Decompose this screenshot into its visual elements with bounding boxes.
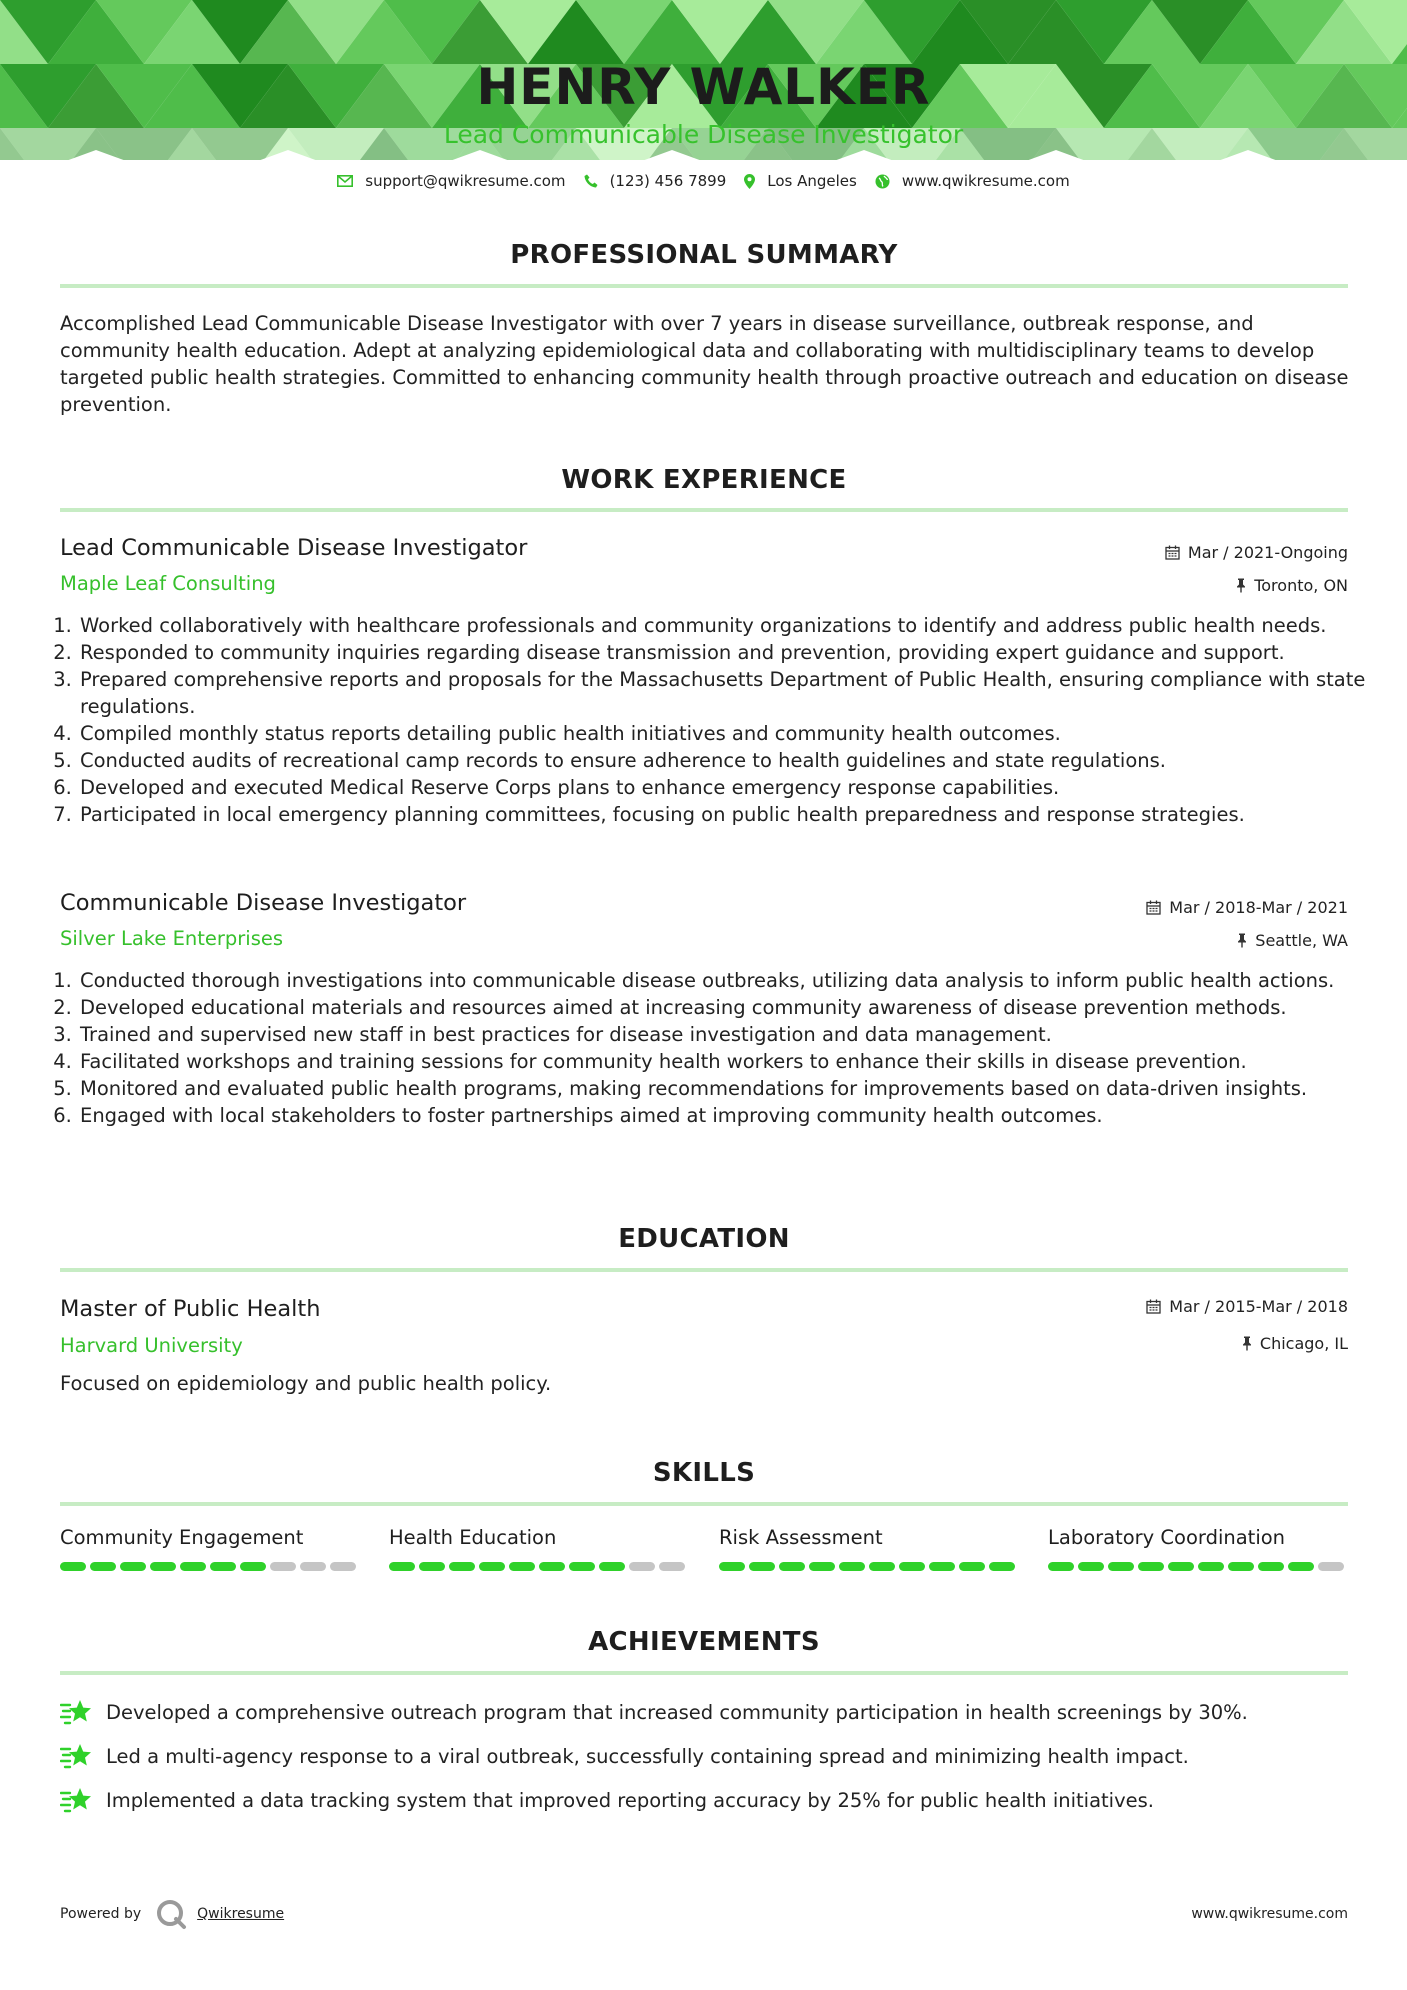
star-achievement-icon xyxy=(60,1786,92,1814)
skill-segment xyxy=(1318,1562,1344,1571)
job-2-company: Silver Lake Enterprises xyxy=(60,927,284,950)
job-1-company: Maple Leaf Consulting xyxy=(60,572,276,595)
skill-segment xyxy=(1258,1562,1284,1571)
skill-segment xyxy=(1168,1562,1194,1571)
skill-segment xyxy=(240,1562,266,1571)
skill-segment xyxy=(1198,1562,1224,1571)
skill-segment xyxy=(270,1562,296,1571)
skill-segment xyxy=(479,1562,505,1571)
pushpin-icon xyxy=(1237,933,1247,948)
skill-segment xyxy=(959,1562,985,1571)
skill-level-bar xyxy=(389,1562,689,1571)
skill-segment xyxy=(779,1562,805,1571)
calendar-icon xyxy=(1165,545,1180,560)
skill-segment xyxy=(1078,1562,1104,1571)
contact-location xyxy=(744,172,857,190)
pushpin-icon xyxy=(1236,578,1246,593)
pushpin-icon xyxy=(1242,1336,1252,1351)
summary-text: Accomplished Lead Communicable Disease Investigator with over 7 years in disease surveillance, outbreak response, and community health education. Adept at analyzing epidemiological data and collaborating with multidisciplinary teams to develop targeted public health strategies. Committed to enhancing community health through proactive outreach and education on disease prevention. xyxy=(60,312,1349,416)
education-divider xyxy=(60,1268,1348,1272)
footer-website[interactable]: www.qwikresume.com xyxy=(1191,1906,1348,1922)
achievement-item xyxy=(60,1698,1248,1726)
education-location-text: Chicago, IL xyxy=(1259,1334,1348,1353)
skill-segment xyxy=(719,1562,745,1571)
skill-segment xyxy=(419,1562,445,1571)
qwikresume-link[interactable]: Qwikresume xyxy=(197,1906,285,1922)
skill-segment xyxy=(629,1562,655,1571)
achievement-item xyxy=(60,1742,1189,1770)
skill-segment xyxy=(929,1562,955,1571)
education-location xyxy=(1242,1334,1348,1353)
qwikresume-logo-icon xyxy=(155,1898,189,1930)
list-item: 6. Developed and executed Medical Reserve Corps plans to enhance emergency response capabilities. xyxy=(78,774,1378,801)
contact-location-text: Los Angeles xyxy=(767,172,857,190)
job-1-duties xyxy=(52,612,1378,828)
education-dates-text: Mar / 2015-Mar / 2018 xyxy=(1169,1297,1348,1316)
list-item: 4. Facilitated workshops and training sessions for community health workers to enhance their skills in disease prevention. xyxy=(78,1048,1378,1075)
skill-segment xyxy=(869,1562,895,1571)
skill-segment xyxy=(599,1562,625,1571)
list-item: 5. Monitored and evaluated public health programs, making recommendations for improvements based on data-driven insights. xyxy=(78,1075,1378,1102)
job-1-dates xyxy=(1165,543,1348,562)
contact-phone-text: (123) 456 7899 xyxy=(609,172,727,190)
skill-community-engagement xyxy=(60,1526,360,1571)
map-pin-icon xyxy=(744,174,755,189)
job-2-dates-text: Mar / 2018-Mar / 2021 xyxy=(1169,898,1348,917)
list-item: 1. Worked collaboratively with healthcare professionals and community organizations to identify and address public health needs. xyxy=(78,612,1378,639)
education-description: Focused on epidemiology and public health policy. xyxy=(60,1372,552,1395)
job-1-dates-text: Mar / 2021-Ongoing xyxy=(1187,543,1348,562)
achievement-text: Led a multi-agency response to a viral outbreak, successfully containing spread and minimizing health impact. xyxy=(106,1744,1189,1768)
education-dates xyxy=(1146,1297,1348,1316)
list-item: 6. Engaged with local stakeholders to foster partnerships aimed at improving community health outcomes. xyxy=(78,1102,1378,1129)
experience-divider xyxy=(60,508,1348,512)
calendar-icon xyxy=(1146,900,1161,915)
skill-segment xyxy=(569,1562,595,1571)
skill-segment xyxy=(60,1562,86,1571)
skills-divider xyxy=(60,1502,1348,1506)
job-2-location-text: Seattle, WA xyxy=(1255,931,1348,950)
contact-bar xyxy=(0,172,1407,190)
job-1-location-text: Toronto, ON xyxy=(1254,576,1348,595)
education-heading: EDUCATION xyxy=(618,1224,790,1254)
achievement-text: Developed a comprehensive outreach program that increased community participation in health screenings by 30%. xyxy=(106,1700,1248,1724)
skill-name: Risk Assessment xyxy=(719,1526,883,1549)
globe-icon xyxy=(875,174,890,189)
job-1-location xyxy=(1236,576,1348,595)
list-item: 4. Compiled monthly status reports detailing public health initiatives and community health outcomes. xyxy=(78,720,1378,747)
skill-segment xyxy=(90,1562,116,1571)
job-2-dates xyxy=(1146,898,1348,917)
skill-segment xyxy=(180,1562,206,1571)
skill-level-bar xyxy=(1048,1562,1348,1571)
achievement-item xyxy=(60,1786,1154,1814)
skill-name: Community Engagement xyxy=(60,1526,304,1549)
skill-segment xyxy=(1228,1562,1254,1571)
footer-powered-by xyxy=(60,1898,284,1930)
skills-heading: SKILLS xyxy=(652,1458,756,1488)
candidate-title: Lead Communicable Disease Investigator xyxy=(443,120,964,149)
summary-heading: PROFESSIONAL SUMMARY xyxy=(510,240,898,270)
education-school: Harvard University xyxy=(60,1334,243,1357)
envelope-icon xyxy=(337,175,353,187)
list-item: 3. Prepared comprehensive reports and proposals for the Massachusetts Department of Public Health, ensuring compliance with state regulations. xyxy=(78,666,1378,720)
job-1-title: Lead Communicable Disease Investigator xyxy=(60,535,528,561)
achievement-text: Implemented a data tracking system that improved reporting accuracy by 25% for public health initiatives. xyxy=(106,1788,1154,1812)
skill-segment xyxy=(839,1562,865,1571)
skill-segment xyxy=(120,1562,146,1571)
skill-segment xyxy=(1288,1562,1314,1571)
achievements-divider xyxy=(60,1671,1348,1675)
skill-segment xyxy=(210,1562,236,1571)
skill-segment xyxy=(1108,1562,1134,1571)
list-item: 1. Conducted thorough investigations into communicable disease outbreaks, utilizing data analysis to inform public health actions. xyxy=(78,967,1378,994)
skill-segment xyxy=(899,1562,925,1571)
skill-segment xyxy=(1138,1562,1164,1571)
job-2-duties xyxy=(52,967,1378,1129)
skill-segment xyxy=(989,1562,1015,1571)
skill-laboratory-coordination xyxy=(1048,1526,1348,1571)
contact-email-text: support@qwikresume.com xyxy=(365,172,566,190)
skill-segment xyxy=(389,1562,415,1571)
skill-health-education xyxy=(389,1526,689,1571)
list-item: 2. Developed educational materials and resources aimed at increasing community awareness of disease prevention methods. xyxy=(78,994,1378,1021)
job-2-title: Communicable Disease Investigator xyxy=(60,890,467,916)
contact-phone[interactable] xyxy=(584,172,727,190)
job-2-location xyxy=(1237,931,1348,950)
skill-level-bar xyxy=(719,1562,1019,1571)
skill-segment xyxy=(659,1562,685,1571)
summary-divider xyxy=(60,284,1348,288)
skill-segment xyxy=(539,1562,565,1571)
skill-segment xyxy=(150,1562,176,1571)
list-item: 3. Trained and supervised new staff in best practices for disease investigation and data management. xyxy=(78,1021,1378,1048)
experience-heading: WORK EXPERIENCE xyxy=(561,465,847,495)
star-achievement-icon xyxy=(60,1742,92,1770)
contact-email[interactable] xyxy=(337,172,565,190)
skill-segment xyxy=(330,1562,356,1571)
phone-icon xyxy=(584,174,598,188)
skill-name: Health Education xyxy=(389,1526,557,1549)
skill-segment xyxy=(449,1562,475,1571)
list-item: 5. Conducted audits of recreational camp records to ensure adherence to health guidelines and state regulations. xyxy=(78,747,1378,774)
skill-risk-assessment xyxy=(719,1526,1019,1571)
candidate-name: HENRY WALKER xyxy=(476,58,931,116)
skill-segment xyxy=(1048,1562,1074,1571)
education-degree: Master of Public Health xyxy=(60,1296,321,1322)
achievements-heading: ACHIEVEMENTS xyxy=(588,1627,820,1657)
contact-website-text: www.qwikresume.com xyxy=(901,172,1070,190)
skill-name: Laboratory Coordination xyxy=(1048,1526,1286,1549)
skill-segment xyxy=(509,1562,535,1571)
skill-level-bar xyxy=(60,1562,360,1571)
contact-website[interactable] xyxy=(875,172,1070,190)
skill-segment xyxy=(300,1562,326,1571)
skill-segment xyxy=(809,1562,835,1571)
list-item: 7. Participated in local emergency planning committees, focusing on public health preparedness and response strategies. xyxy=(78,801,1378,828)
list-item: 2. Responded to community inquiries regarding disease transmission and prevention, providing expert guidance and support. xyxy=(78,639,1378,666)
star-achievement-icon xyxy=(60,1698,92,1726)
calendar-icon xyxy=(1146,1299,1161,1314)
powered-by-label: Powered by xyxy=(60,1906,142,1922)
skill-segment xyxy=(749,1562,775,1571)
